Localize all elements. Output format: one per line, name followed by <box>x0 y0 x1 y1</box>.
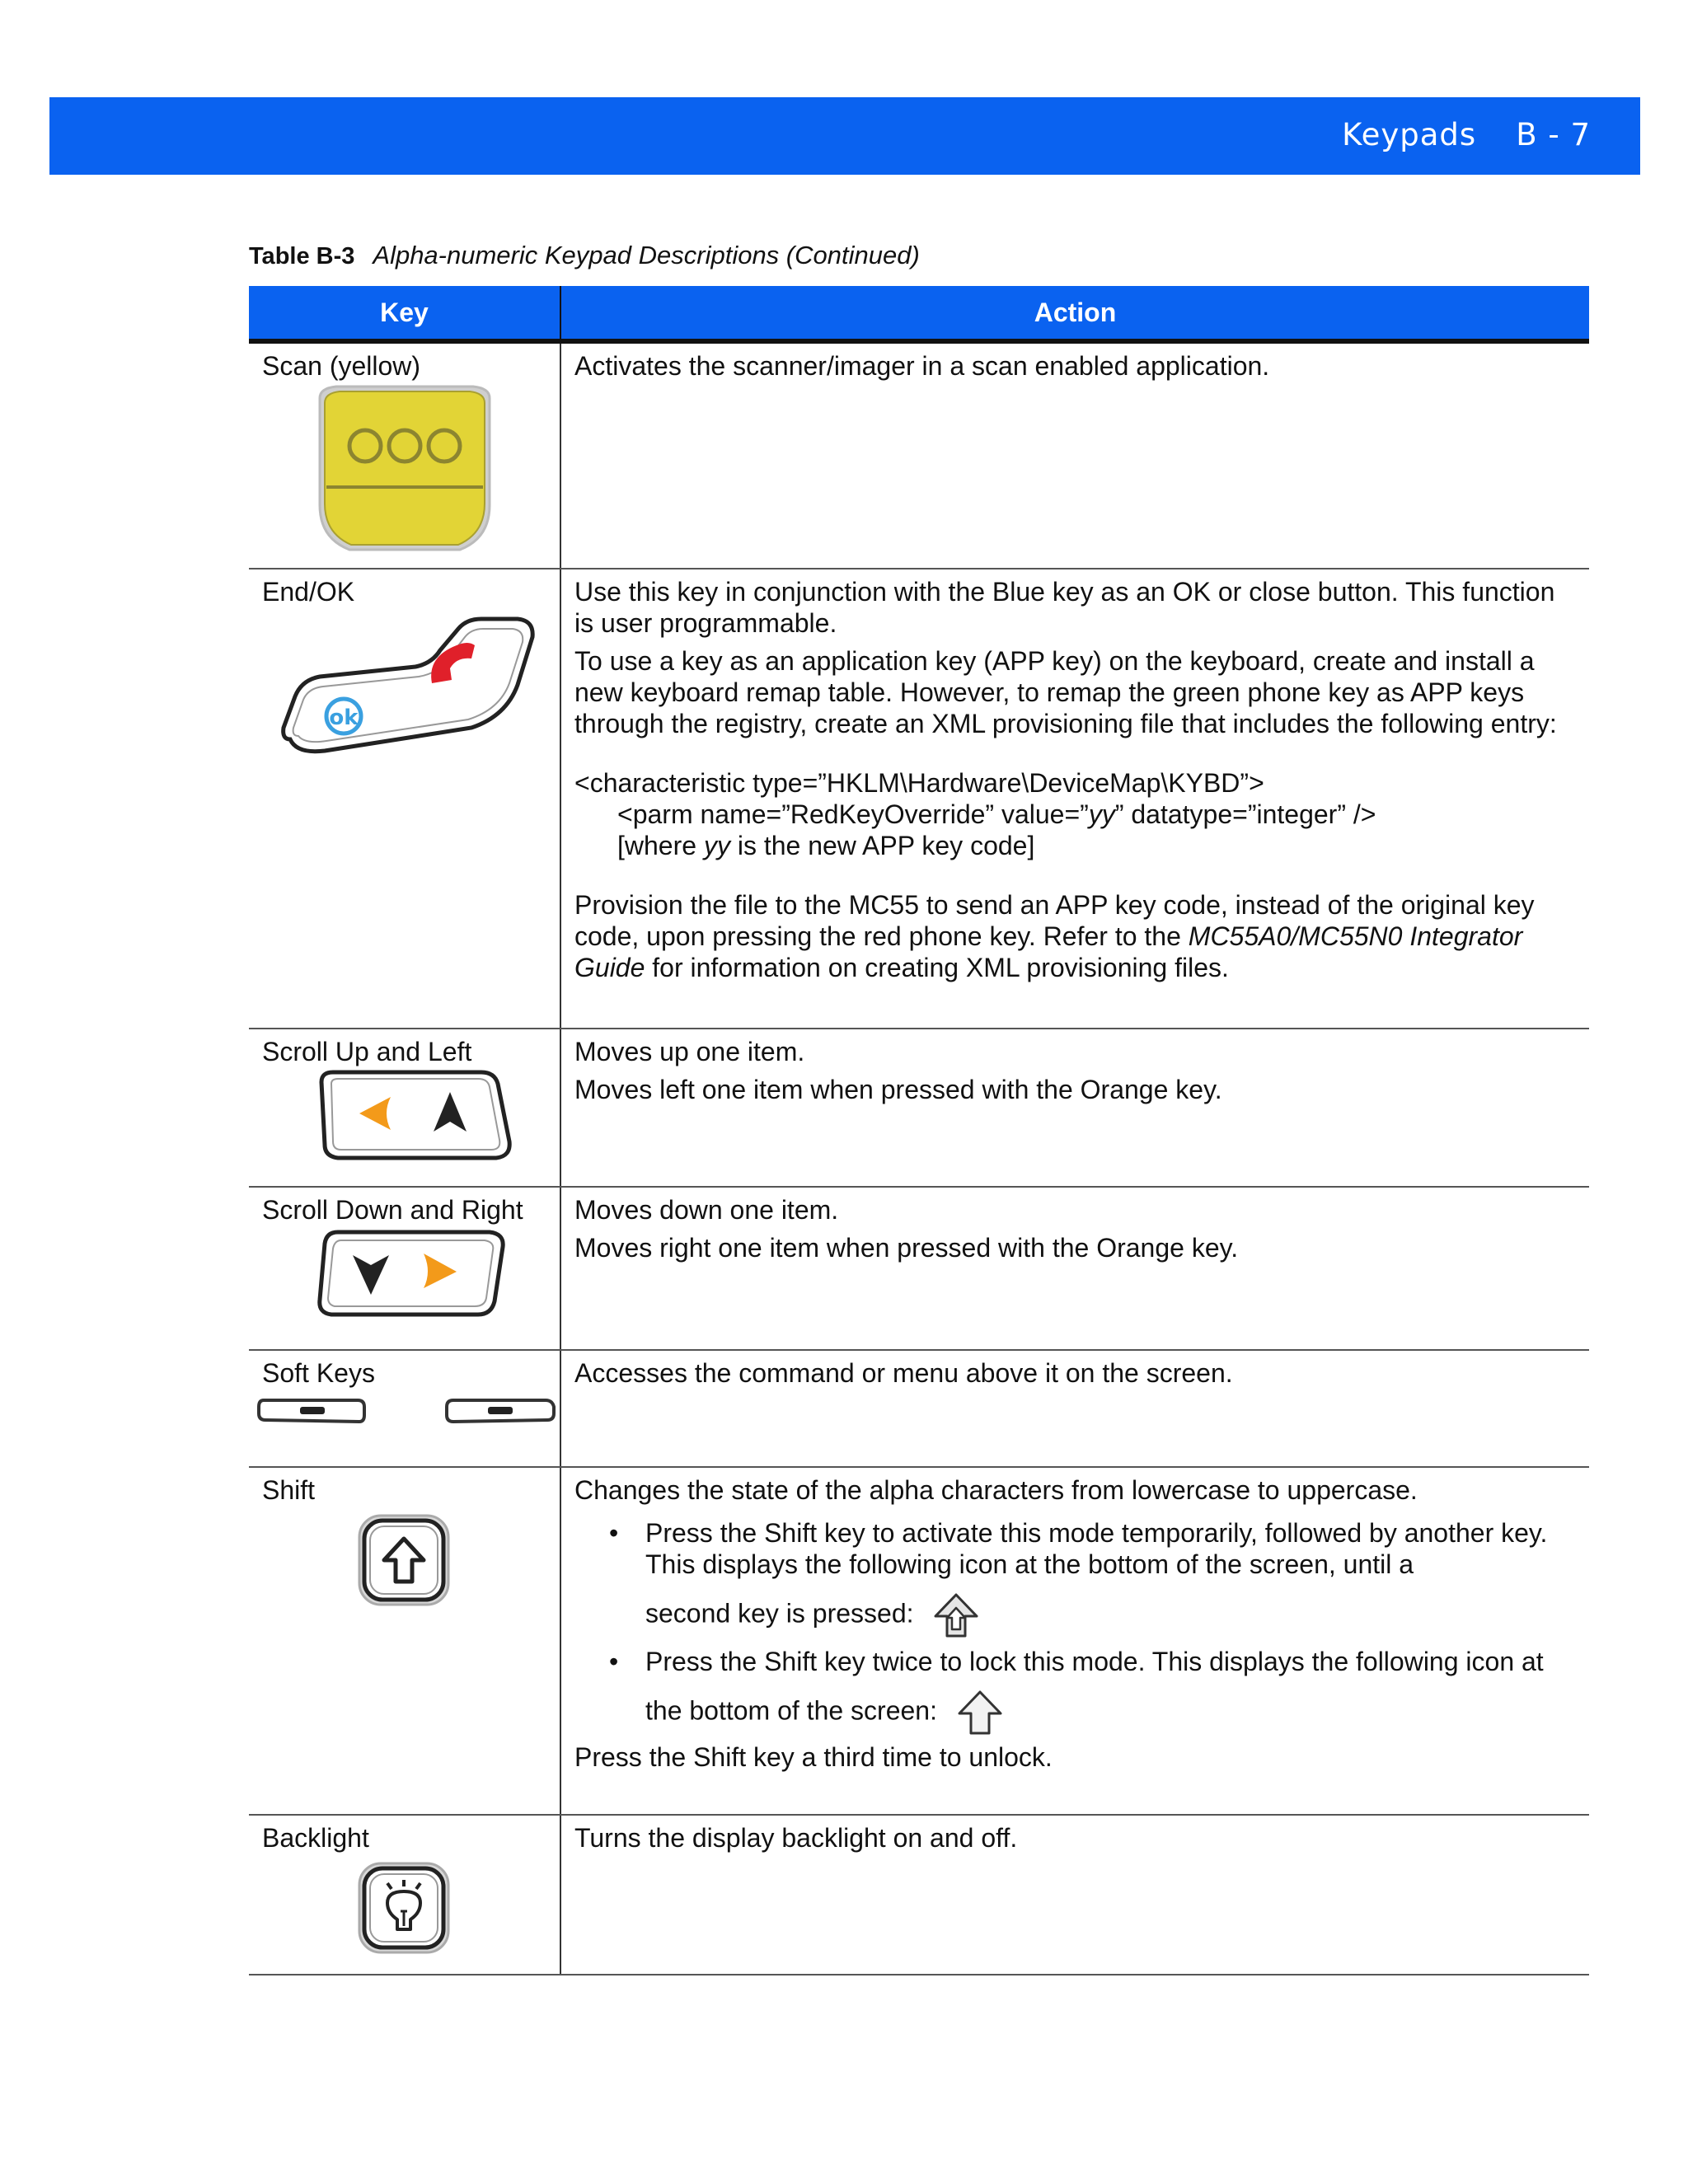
action-text: Use this key in conjunction with the Blue key as an OK or close button. This function is user programmable. <box>574 577 1555 638</box>
action-text: Turns the display backlight on and off. <box>574 1823 1018 1853</box>
shift-temp-indicator-icon <box>932 1591 980 1639</box>
table-caption <box>249 241 920 270</box>
table-header-row <box>249 286 1589 341</box>
shift-key-icon <box>262 1506 547 1608</box>
action-cell <box>560 1815 1589 1975</box>
action-cell <box>560 569 1589 1029</box>
key-cell <box>249 1350 560 1467</box>
key-cell <box>249 569 560 1029</box>
action-text: Press the Shift key a third time to unlock. <box>574 1742 1053 1772</box>
table-row <box>249 341 1589 569</box>
table-row <box>249 1029 1589 1187</box>
key-label: Soft Keys <box>262 1358 375 1388</box>
list-item: • Press the Shift key twice to lock this mode. This displays the following icon at the bottom of the screen: <box>574 1646 1576 1736</box>
table-row <box>249 1467 1589 1815</box>
scan-key-icon <box>262 382 547 563</box>
table-row <box>249 1187 1589 1350</box>
action-cell <box>560 341 1589 569</box>
column-header-action: Action <box>560 286 1589 341</box>
scroll-down-right-key-icon <box>262 1226 547 1326</box>
section-title: Keypads <box>1342 117 1477 152</box>
key-label: Shift <box>262 1475 316 1505</box>
key-label: Scan (yellow) <box>262 351 421 381</box>
page-header-text <box>1342 117 1591 152</box>
list-item-text: Press the Shift key twice to lock this mode. This displays the following icon at <box>645 1647 1544 1676</box>
key-cell <box>249 1467 560 1815</box>
key-cell <box>249 1029 560 1187</box>
action-cell <box>560 1187 1589 1350</box>
shift-lock-indicator-icon <box>956 1689 1004 1736</box>
key-label: Scroll Down and Right <box>262 1195 523 1225</box>
action-cell <box>560 1350 1589 1467</box>
end-ok-key-icon <box>262 607 547 772</box>
key-label: Scroll Up and Left <box>262 1037 472 1066</box>
action-cell <box>560 1029 1589 1187</box>
action-text: Accesses the command or menu above it on the screen. <box>574 1358 1233 1388</box>
action-text: Moves right one item when pressed with the Orange key. <box>574 1233 1239 1263</box>
table-row <box>249 1815 1589 1975</box>
list-item-text: second key is pressed: <box>645 1598 914 1629</box>
list-item-text: Press the Shift key to activate this mode temporarily, followed by another key. This displays the following icon at the bottom of the screen, until a <box>645 1518 1548 1579</box>
list-item-text: the bottom of the screen: <box>645 1695 937 1726</box>
action-text: Moves up one item. <box>574 1037 805 1066</box>
table-number: Table B-3 <box>249 243 355 269</box>
registry-code-line: <characteristic type=”HKLM\Hardware\DeviceMap\KYBD”> <box>574 768 1264 798</box>
scroll-up-left-key-icon <box>262 1067 547 1165</box>
registry-code-line: <parm name=”RedKeyOverride” value=”yy” datatype=”integer” /> <box>617 799 1376 829</box>
soft-key-icon <box>252 1389 559 1438</box>
svg-text:ok: ok <box>329 705 359 730</box>
action-text: Moves left one item when pressed with the Orange key. <box>574 1075 1222 1104</box>
key-label: Backlight <box>262 1823 369 1853</box>
table-row <box>249 1350 1589 1467</box>
list-item: • Press the Shift key to activate this mode temporarily, followed by another key. This displays the following icon at the bottom of the screen, until a second key is pressed: <box>574 1517 1576 1639</box>
action-cell <box>560 1467 1589 1815</box>
action-text: Changes the state of the alpha characters from lowercase to uppercase. <box>574 1475 1418 1505</box>
table-row <box>249 569 1589 1029</box>
key-cell <box>249 1815 560 1975</box>
column-header-key: Key <box>249 286 560 341</box>
action-text: Activates the scanner/imager in a scan enabled application. <box>574 351 1270 381</box>
action-text: Provision the file to the MC55 to send an APP key code, instead of the original key code, upon pressing the red phone key. Refer to the MC55A0/MC55N0 Integrator Guide for information on creating XML provisioning files. <box>574 890 1535 982</box>
table-title: Alpha-numeric Keypad Descriptions (Continued) <box>373 241 920 269</box>
key-cell <box>249 1187 560 1350</box>
key-cell <box>249 341 560 569</box>
action-text: Moves down one item. <box>574 1195 839 1225</box>
page-number: B - 7 <box>1516 117 1591 152</box>
action-text: To use a key as an application key (APP key) on the keyboard, create and install a new keyboard remap table. However, to remap the green phone key as APP keys through the registry, create an XML provisioning file that includes the following entry: <box>574 646 1557 738</box>
backlight-key-icon <box>262 1854 547 1956</box>
registry-code-line: [where yy is the new APP key code] <box>617 831 1035 860</box>
keypad-table <box>249 286 1589 1975</box>
key-label: End/OK <box>262 577 355 607</box>
page-header-bar <box>49 97 1640 175</box>
